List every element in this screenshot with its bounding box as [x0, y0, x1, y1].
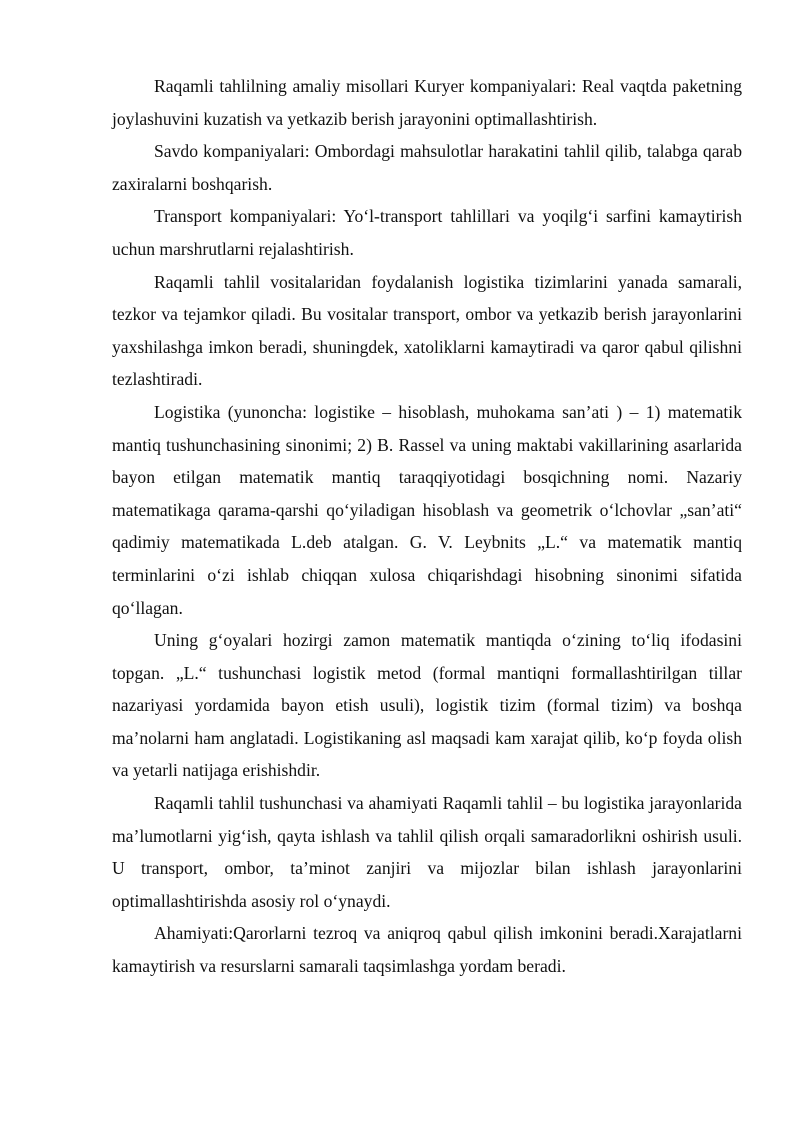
paragraph-modern-logic: Uning g‘oyalari hozirgi zamon matematik mantiqda o‘zining to‘liq ifodasini topgan. „L.“ tushunchasi logistik metod (formal mantiqni formallashtirilgan tillar nazariyasi yordamida bayon etish usuli), logistik tizim (formal tizim) va boshqa ma’nolarni ham anglatadi. Logistikaning asl maqsadi kam xarajat qilib, ko‘p foyda olish va yetarli natijaga erishishdir.	[112, 630, 742, 781]
paragraph-digital-analysis-concept: Raqamli tahlil tushunchasi va ahamiyati Raqamli tahlil – bu logistika jarayonlarida ma’lumotlarni yig‘ish, qayta ishlash va tahlil qilish orqali samaradorlikni oshirish usuli. U transport, ombor, ta’minot zanjiri va mijozlar bilan ishlash jarayonlarini optimallashtirishda asosiy rol o‘ynaydi.	[112, 793, 742, 911]
paragraph-logistics-definition: Logistika (yunoncha: logistike – hisoblash, muhokama san’ati ) – 1) matematik mantiq tushunchasining sinonimi; 2) B. Rassel va uning maktabi vakillarining asarlarida bayon etilgan matematik mantiq taraqqiyotidagi bosqichning nomi. Nazariy matematikaga qarama-qarshi qo‘yiladigan hisoblash va geometrik o‘lchovlar „san’ati“ qadimiy matematikada L.deb atalgan. G. V. Leybnits „L.“ va matematik mantiq terminlarini o‘zi ishlab chiqqan xulosa chiqarishdagi hisobning sinonimi sifatida qo‘llagan.	[112, 401, 742, 618]
paragraph-digital-analysis-examples: Raqamli tahlilning amaliy misollari Kuryer kompaniyalari: Real vaqtda paketning joylashuvini kuzatish va yetkazib berish jarayonini optimallashtirish.	[112, 76, 742, 129]
document-page	[112, 70, 742, 983]
paragraph-trade-companies: Savdo kompaniyalari: Ombordagi mahsulotlar harakatini tahlil qilib, talabga qarab zaxiralarni boshqarish.	[112, 141, 742, 194]
paragraph-importance: Ahamiyati:Qarorlarni tezroq va aniqroq qabul qilish imkonini beradi.Xarajatlarni kamaytirish va resurslarni samarali taqsimlashga yordam beradi.	[112, 923, 742, 977]
paragraph-analysis-tools: Raqamli tahlil vositalaridan foydalanish logistika tizimlarini yanada samarali, tezkor va tejamkor qiladi. Bu vositalar transport, ombor va yetkazib berish jarayonlarini yaxshilashga imkon beradi, shuningdek, xatoliklarni kamaytiradi va qaror qabul qilishni tezlashtiradi.	[112, 271, 742, 390]
paragraph-transport-companies: Transport kompaniyalari: Yo‘l-transport tahlillari va yoqilg‘i sarfini kamaytirish uchun marshrutlarni rejalashtirish.	[112, 206, 742, 259]
